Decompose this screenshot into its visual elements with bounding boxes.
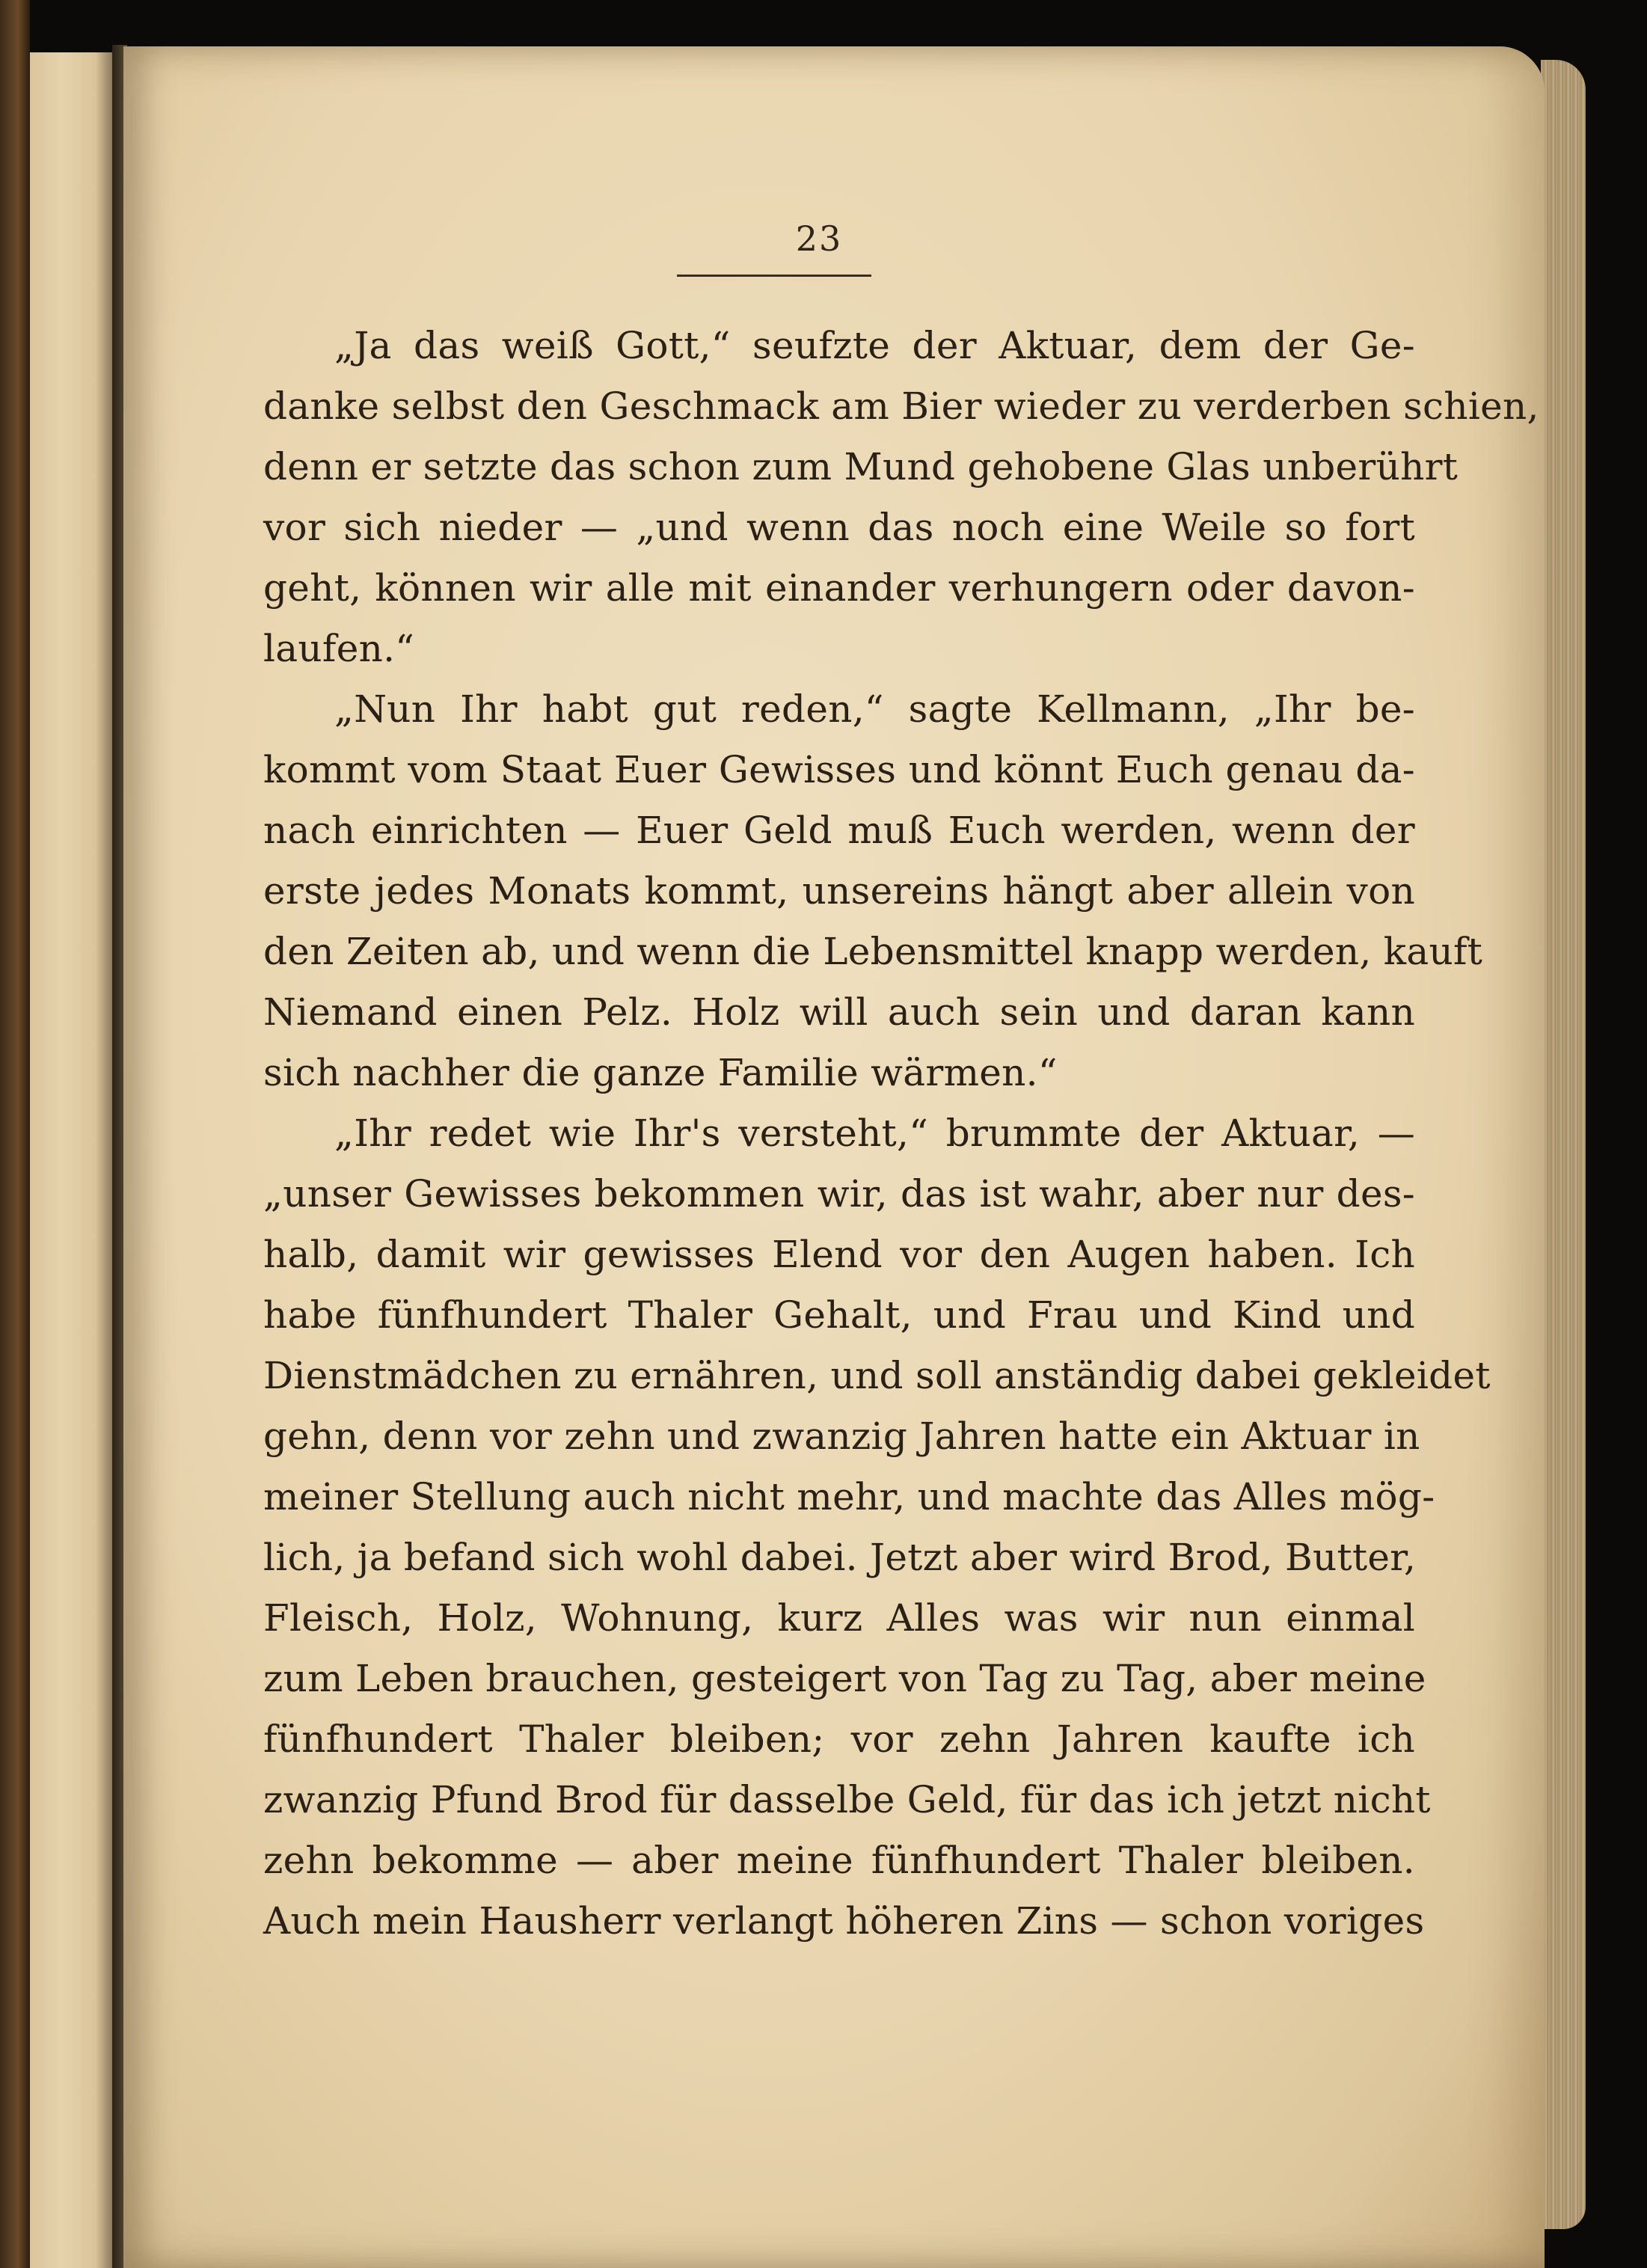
text-line: zwanzig Pfund Brod für dasselbe Geld, für das ich jetzt nicht bbox=[263, 1778, 1431, 1821]
text-line: „Ihr redet wie Ihr's versteht,“ brummte der Aktuar, — bbox=[334, 1112, 1415, 1155]
page-stack-edges bbox=[1541, 60, 1586, 2229]
text-line: zehn bekomme — aber meine fünfhundert Thaler bleiben. bbox=[263, 1839, 1415, 1882]
text-line: denn er setzte das schon zum Mund gehobene Glas unberührt bbox=[263, 445, 1459, 488]
text-line: „unser Gewisses bekommen wir, das ist wahr, aber nur des- bbox=[263, 1172, 1415, 1216]
text-line: habe fünfhundert Thaler Gehalt, und Frau und Kind und bbox=[263, 1293, 1415, 1337]
text-line: meiner Stellung auch nicht mehr, und machte das Alles mög- bbox=[263, 1475, 1435, 1518]
book-cover-edge bbox=[0, 0, 30, 2268]
text-line: vor sich nieder — „und wenn das noch eine Weile so fort bbox=[263, 506, 1415, 549]
text-line: Auch mein Hausherr verlangt höheren Zins — schon voriges bbox=[263, 1899, 1425, 1943]
text-line: sich nachher die ganze Familie wärmen.“ bbox=[263, 1051, 1058, 1094]
body-text bbox=[263, 316, 1539, 1952]
text-line: Niemand einen Pelz. Holz will auch sein und daran kann bbox=[263, 990, 1415, 1034]
text-line: lich, ja befand sich wohl dabei. Jetzt aber wird Brod, Butter, bbox=[263, 1536, 1417, 1579]
text-line: fünfhundert Thaler bleiben; vor zehn Jahren kaufte ich bbox=[263, 1717, 1415, 1761]
book-page bbox=[123, 46, 1545, 2268]
text-line: halb, damit wir gewisses Elend vor den Augen haben. Ich bbox=[263, 1233, 1415, 1276]
text-line: den Zeiten ab, und wenn die Lebensmittel knapp werden, kauft bbox=[263, 930, 1483, 973]
text-line: gehn, denn vor zehn und zwanzig Jahren hatte ein Aktuar in bbox=[263, 1415, 1420, 1458]
text-line: „Ja das weiß Gott,“ seufzte der Aktuar, dem der Ge- bbox=[334, 324, 1415, 367]
header-rule bbox=[677, 275, 871, 277]
text-line: erste jedes Monats kommt, unsereins hängt aber allein von bbox=[263, 869, 1415, 913]
text-line: Dienstmädchen zu ernähren, und soll anständig dabei gekleidet bbox=[263, 1354, 1491, 1397]
text-line: kommt vom Staat Euer Gewisses und könnt Euch genau da- bbox=[263, 748, 1415, 791]
page-number: 23 bbox=[795, 218, 843, 259]
text-line: Fleisch, Holz, Wohnung, kurz Alles was wir nun einmal bbox=[263, 1596, 1415, 1640]
text-line: nach einrichten — Euer Geld muß Euch werden, wenn der bbox=[263, 809, 1415, 852]
text-line: zum Leben brauchen, gesteigert von Tag zu Tag, aber meine bbox=[263, 1657, 1426, 1700]
text-line: „Nun Ihr habt gut reden,“ sagte Kellmann, „Ihr be- bbox=[334, 687, 1415, 731]
text-line: geht, können wir alle mit einander verhungern oder davon- bbox=[263, 566, 1415, 610]
text-line: laufen.“ bbox=[263, 627, 415, 670]
text-line: danke selbst den Geschmack am Bier wieder zu verderben schien, bbox=[263, 384, 1539, 428]
